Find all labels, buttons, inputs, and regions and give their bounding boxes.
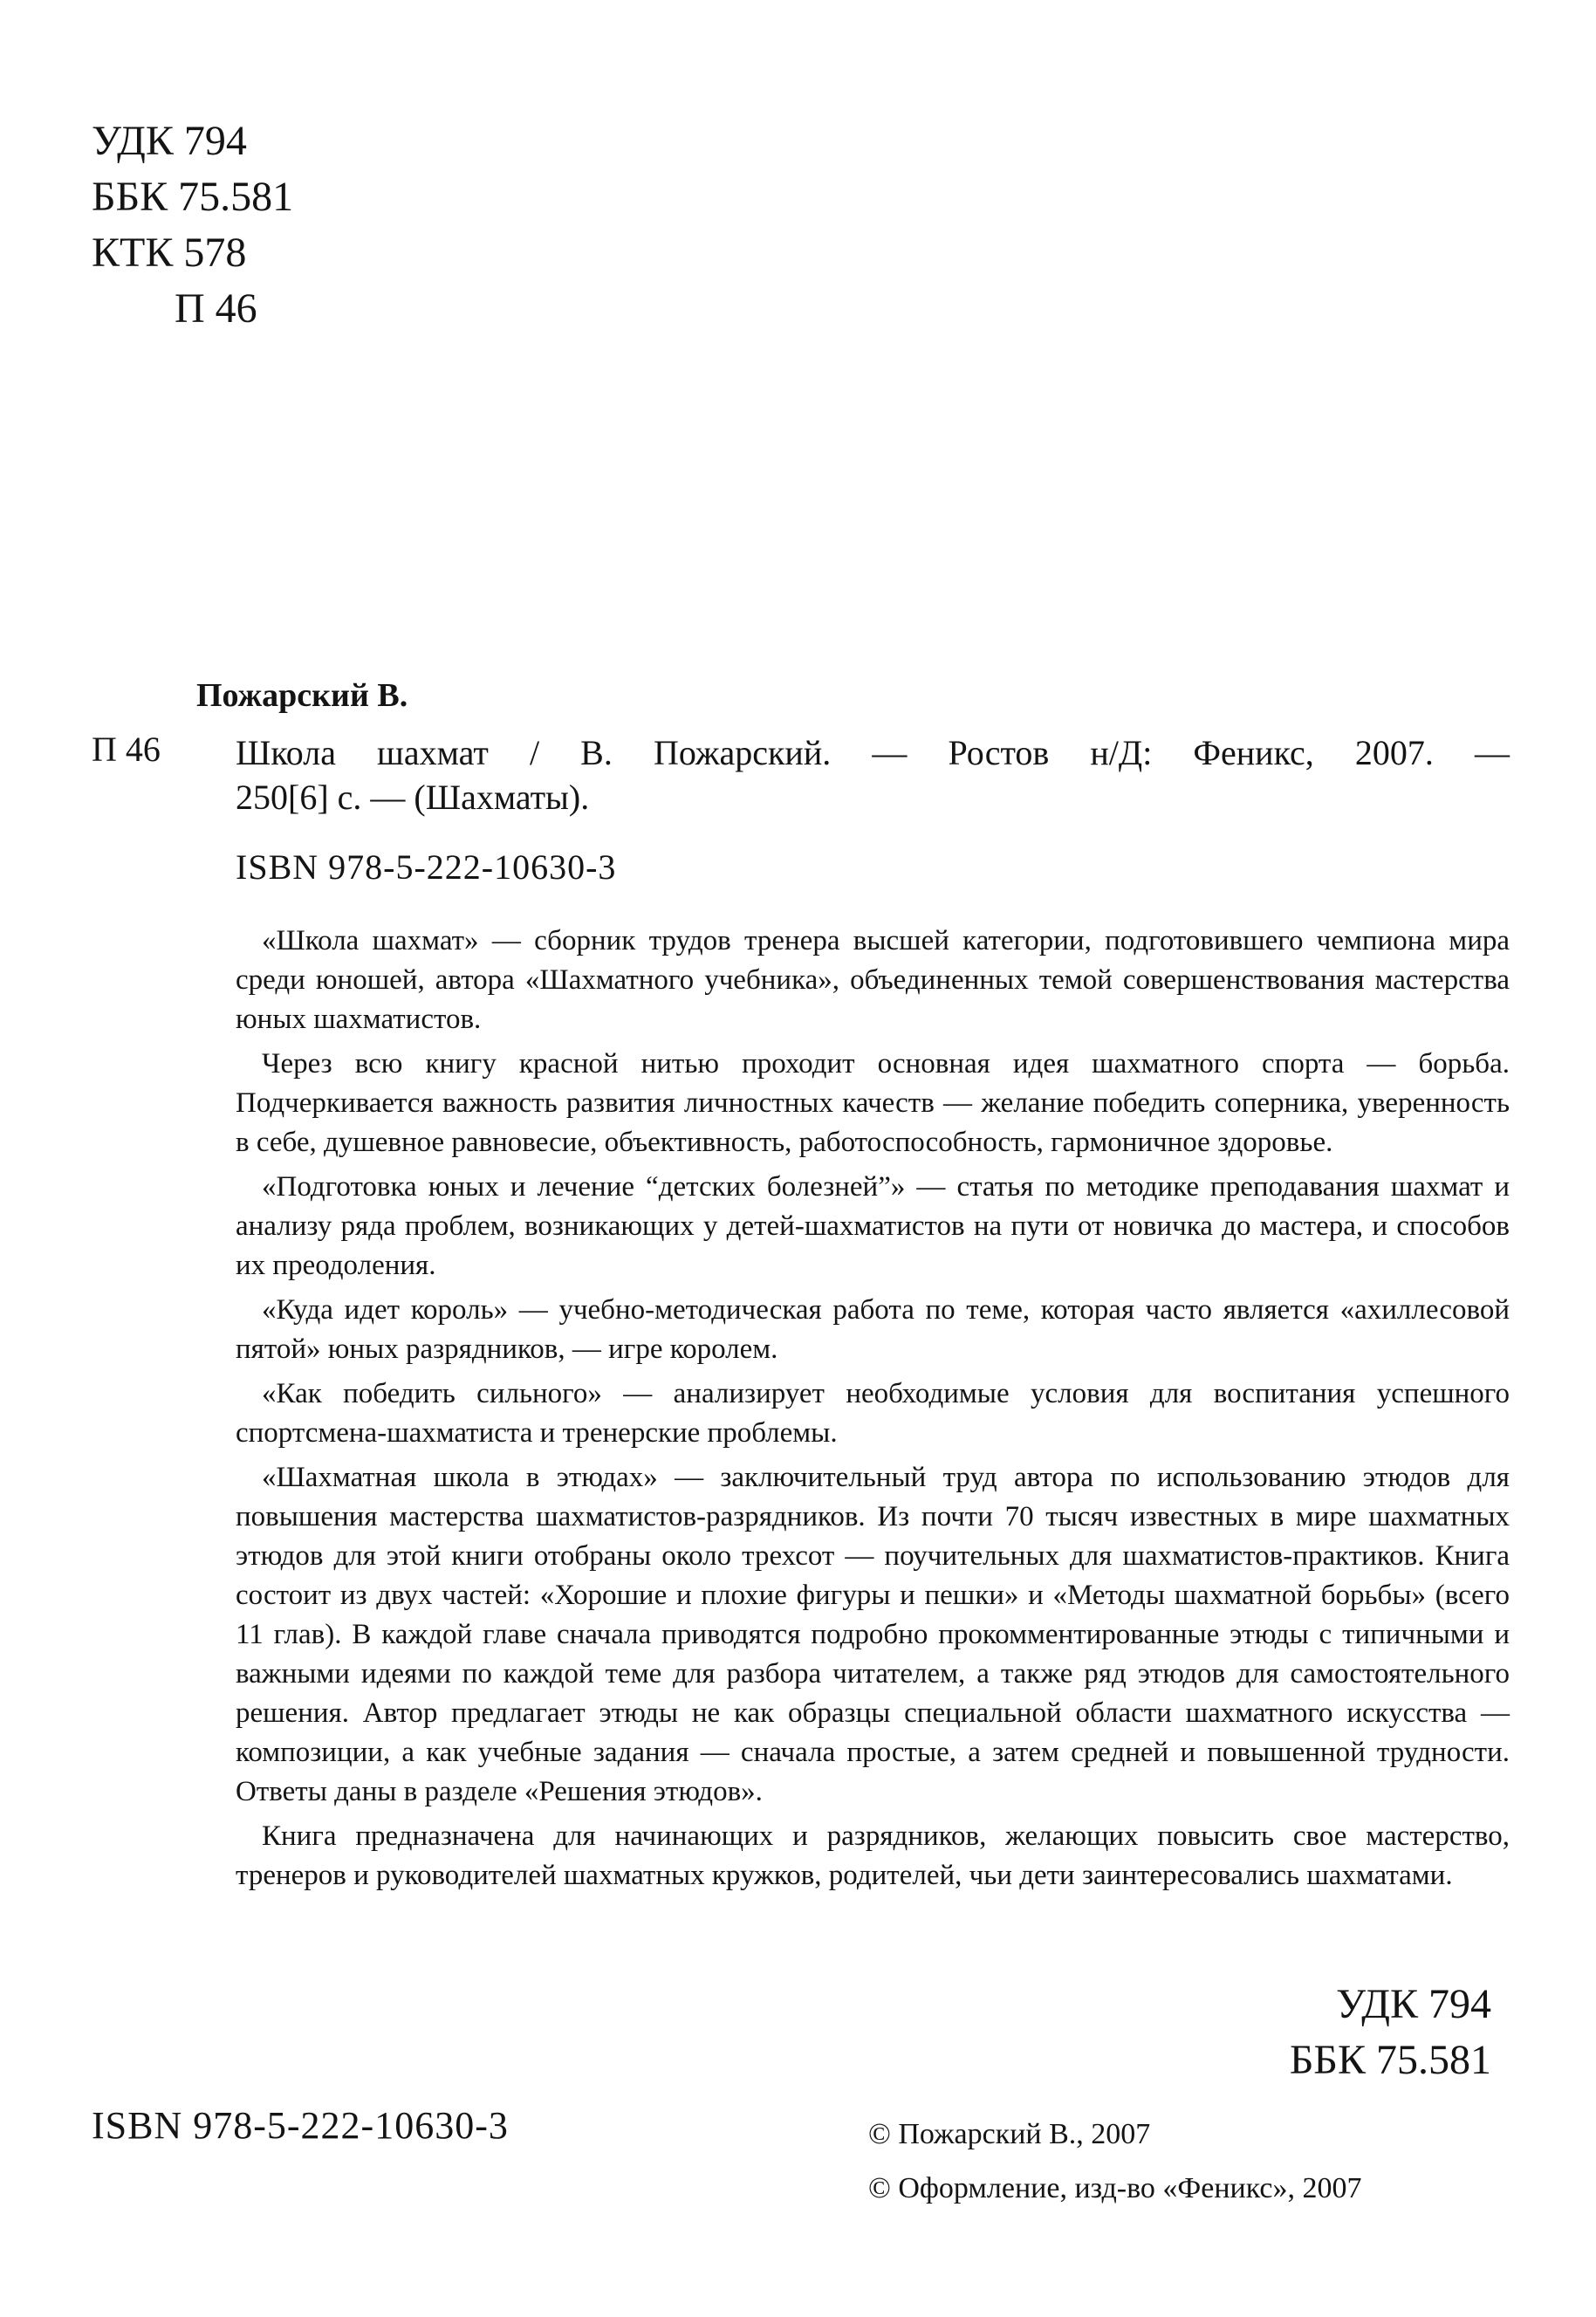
annotation-paragraph: «Куда идет король» — учебно-методическая работа по теме, которая часто является «ахиллесовой пятой» юных разрядников, — игре королем.	[236, 1294, 1510, 1365]
classification-codes	[92, 113, 293, 337]
author-mark: П 46	[175, 285, 257, 332]
annotation-paragraph: Книга предназначена для начинающих и разрядников, желающих повысить свое мастерство, тренеров и руководителей шахматных кружков, родителей, чьи дети заинтересовались шахматами.	[236, 1820, 1510, 1891]
copyright-block	[868, 2108, 1362, 2216]
bbk-code: ББК 75.581	[92, 174, 294, 220]
bibliography-code: П 46	[92, 730, 161, 769]
footer-udk: УДК 794	[1336, 1981, 1491, 2027]
isbn-bottom: ISBN 978-5-222-10630-3	[92, 2104, 509, 2147]
footer-bbk: ББК 75.581	[1289, 2037, 1491, 2083]
footer-classification	[1290, 1977, 1491, 2088]
author-name: Пожарский В.	[196, 677, 408, 714]
annotation-paragraph: «Школа шахмат» — сборник трудов тренера высшей категории, подготовившего чемпиона мира среди юношей, автора «Шахматного учебника», объединенных темой совершенствования мастерства юных шахматистов.	[236, 925, 1510, 1035]
ktk-code: КТК 578	[92, 230, 247, 276]
copyright-design: © Оформление, изд-во «Феникс», 2007	[868, 2172, 1362, 2204]
annotation-paragraph: «Как победить сильного» — анализирует необходимые условия для воспитания успешного спортсмена-шахматиста и тренерские проблемы.	[236, 1378, 1510, 1449]
annotation-paragraph: «Шахматная школа в этюдах» — заключительный труд автора по использованию этюдов для повышения мастерства шахматистов-разрядников. Из почти 70 тысяч известных в мире шахматных этюдов для этой книги отобраны около трехсот — поучительных для шахматистов-практиков. Книга состоит из двух частей: «Хорошие и плохие фигуры и пешки» и «Методы шахматной борьбы» (всего 11 глав). В каждой главе сначала приводятся подробно прокомментированные этюды с типичными и важными идеями по каждой теме для разбора читателем, а также ряд этюдов для самостоятельного решения. Автор предлагает этюды не как образцы специальной области шахматного искусства — композиции, а как учебные задания — сначала простые, а затем средней и повышенной трудности. Ответы даны в разделе «Решения этюдов».	[236, 1462, 1510, 1807]
udk-code: УДК 794	[92, 118, 247, 164]
bibliography-line-2: 250[6] с. — (Шахматы).	[236, 778, 590, 817]
annotation	[236, 922, 1510, 1901]
copyright-author: © Пожарский В., 2007	[868, 2118, 1151, 2150]
isbn-top: ISBN 978-5-222-10630-3	[236, 847, 617, 887]
annotation-paragraph: «Подготовка юных и лечение “детских болезней”» — статья по методике преподавания шахмат и анализу ряда проблем, возникающих у детей-шахматистов на пути от новичка до мастера, и способов их преодоления.	[236, 1171, 1510, 1281]
annotation-paragraph: Через всю книгу красной нитью проходит основная идея шахматного спорта — борьба. Подчеркивается важность развития личностных качеств — желание победить соперника, уверенность в себе, душевное равновесие, объективность, работоспособность, гармоничное здоровье.	[236, 1048, 1510, 1158]
bibliography-line-1: Школа шахмат / В. Пожарский. — Ростов н/Д: Феникс, 2007. —	[236, 733, 1510, 772]
